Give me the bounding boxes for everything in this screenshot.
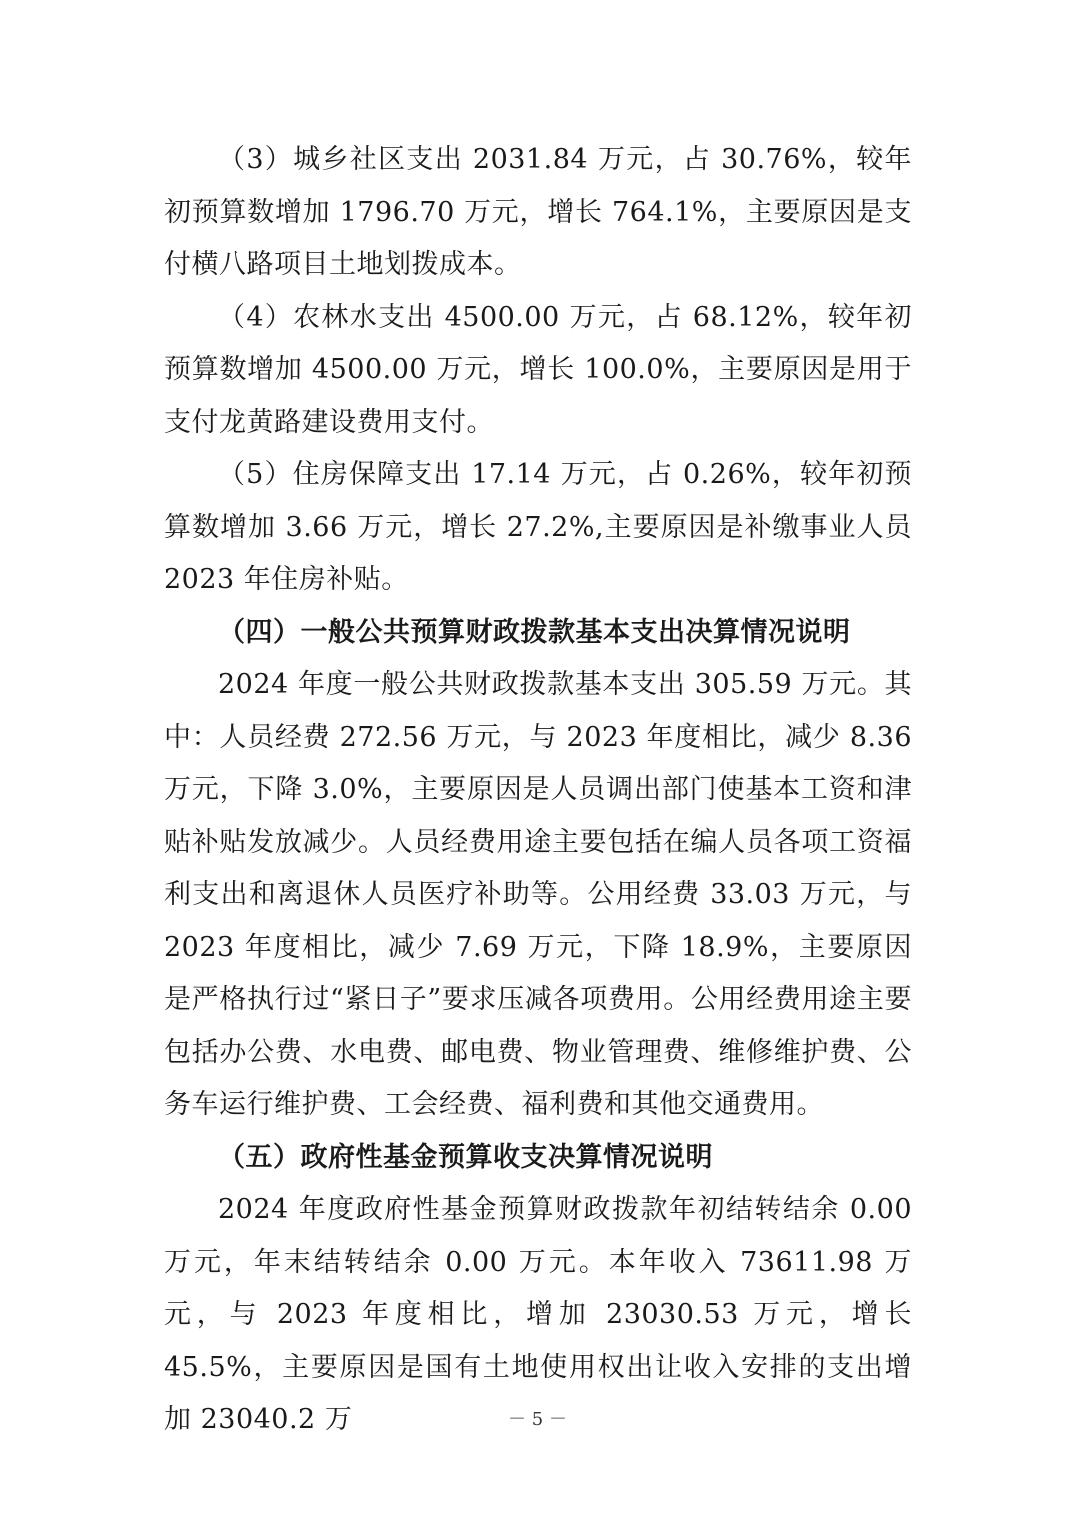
paragraph-urban-rural-community: （3）城乡社区支出 2031.84 万元，占 30.76%，较年初预算数增加 1796.70 万元，增长 764.1%，主要原因是支付横八路项目土地划拨成本。 bbox=[164, 144, 912, 280]
section-heading-government-fund: （五）政府性基金预算收支决算情况说明 bbox=[218, 1141, 713, 1173]
page-number: － 5 － bbox=[508, 1409, 567, 1430]
section-heading-basic-expenditure: （四）一般公共预算财政拨款基本支出决算情况说明 bbox=[218, 616, 851, 648]
paragraph-agriculture-forestry-water: （4）农林水支出 4500.00 万元，占 68.12%，较年初预算数增加 4500.00 万元，增长 100.0%，主要原因是用于支付龙黄路建设费用支付。 bbox=[164, 301, 912, 438]
paragraph-housing-security: （5）住房保障支出 17.14 万元，占 0.26%，较年初预算数增加 3.66 万元，增长 27.2%,主要原因是补缴事业人员 2023 年住房补贴。 bbox=[164, 459, 912, 595]
paragraph-government-fund: 2024 年度政府性基金预算财政拨款年初结转结余 0.00 万元，年末结转结余 0.00 万元。本年收入 73611.98 万元，与 2023 年度相比，增加 23030.53 万元，增长 45.5%，主要原因是国有土地使用权出让收入安排的支出增加 23040.2 万 bbox=[164, 1194, 912, 1435]
paragraph-basic-expenditure: 2024 年度一般公共财政拨款基本支出 305.59 万元。其中：人员经费 272.56 万元，与 2023 年度相比，减少 8.36 万元，下降 3.0%，主要原因是人员调出部门使基本工资和津贴补贴发放减少。人员经费用途主要包括在编人员各项工资福利支出和离退休人员医疗补助等。公用经费 33.03 万元，与 2023 年度相比，减少 7.69 万元，下降 18.9%，主要原因是严格执行过“紧日子”要求压减各项费用。公用经费用途主要包括办公费、水电费、邮电费、物业管理费、维修维护费、公务车运行维护费、工会经费、福利费和其他交通费用。 bbox=[164, 669, 912, 1120]
document-body bbox=[164, 134, 912, 1447]
